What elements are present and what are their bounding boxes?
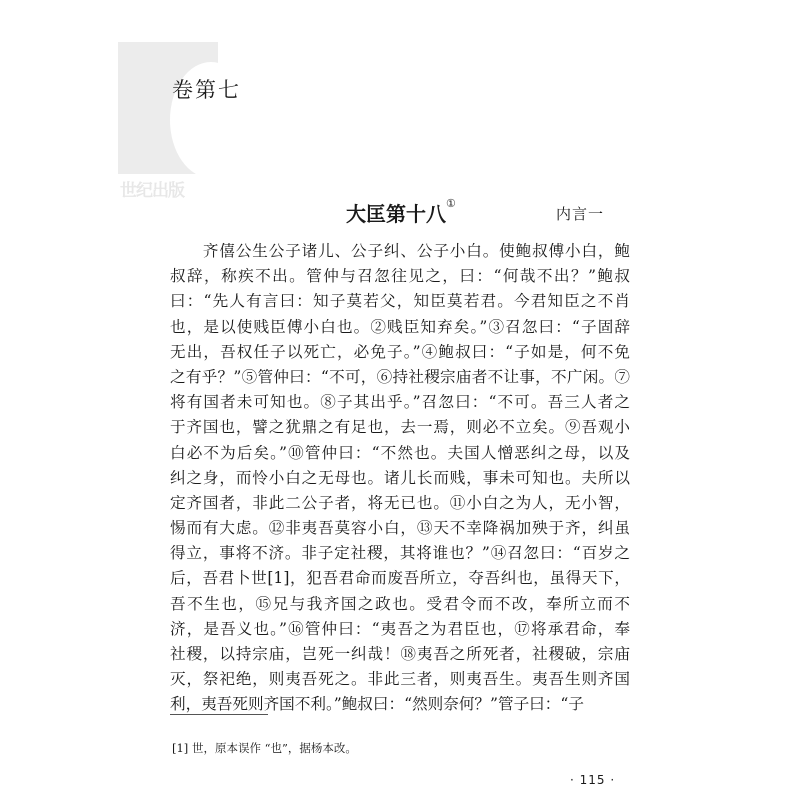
body-text <box>170 239 630 718</box>
text-line: 惕而有大虑。⑫非夷吾莫容小白，⑬天不幸降祸加殃于齐，纠虽 <box>170 519 630 538</box>
chapter-title-text: 大匡第十八 <box>346 202 446 226</box>
section-label: 内言一 <box>556 205 605 223</box>
text-line: 齐僖公生公子诸儿、公子纠、公子小白。使鲍叔傅小白，鲍 <box>170 242 630 260</box>
text-line: 之有乎？”⑤管仲曰：“不可，⑥持社稷宗庙者不让事，不广闲。⑦ <box>170 367 630 386</box>
text-line: 定齐国者，非此二公子者，将无已也。⑪小白之为人，无小智， <box>170 493 630 512</box>
footnote: [1] 世，原本误作 “也”，据杨本改。 <box>172 741 357 755</box>
text-line: 济，是吾义也。”⑯管仲曰：“夷吾之为君臣也，⑰将承君命，奉 <box>170 619 630 638</box>
text-line: 也，是以使贱臣傅小白也。②贱臣知弃矣。”③召忽曰：“子固辞 <box>170 317 630 336</box>
text-line: 纠之身，而怜小白之无母也。诸儿长而贱，事未可知也。夫所以 <box>170 468 630 487</box>
text-line: 白必不为后矣。”⑩管仲曰：“不然也。夫国人憎恶纠之母，以及 <box>170 443 630 462</box>
page-number: · 115 · <box>570 773 616 787</box>
publisher-watermark <box>118 42 223 201</box>
text-line: 叔辞，称疾不出。管仲与召忽往见之，曰：“何哉不出？”鲍叔 <box>170 267 630 286</box>
text-line: 曰：“先人有言曰：知子莫若父，知臣莫若君。今君知臣之不肖 <box>170 292 630 311</box>
volume-title: 卷第七 <box>172 78 241 102</box>
text-line: 于齐国也，譬之犹鼎之有足也，去一焉，则必不立矣。⑨吾观小 <box>170 418 630 437</box>
text-line: 利，夷吾死则齐国不利。”鲍叔曰：“然则奈何？”管子曰：“子 <box>170 695 584 714</box>
footnote-rule <box>170 714 268 715</box>
text-line: 吾不生也，⑮兄与我齐国之政也。受君令而不改，奉所立而不 <box>170 594 630 613</box>
text-line: 灭，祭祀绝，则夷吾死之。非此三者，则夷吾生。夷吾生则齐国 <box>170 670 630 689</box>
watermark-text: 世纪出版 <box>120 181 184 201</box>
text-line: 无出，吾权任子以死亡，必免子。”④鲍叔曰：“子如是，何不免 <box>170 342 630 361</box>
text-line: 得立，事将不济。非子定社稷，其将谁也？”⑭召忽曰：“百岁之 <box>170 544 630 563</box>
chapter-title <box>346 198 456 227</box>
chapter-note-mark: ① <box>446 197 456 210</box>
text-line: 后，吾君卜世[1]，犯吾君命而废吾所立，夺吾纠也，虽得天下， <box>170 569 630 588</box>
text-line: 将有国者未可知也。⑧子其出乎。”召忽曰：“不可。吾三人者之 <box>170 393 630 412</box>
text-line: 社稷，以持宗庙，岂死一纠哉！⑱夷吾之所死者，社稷破，宗庙 <box>170 645 630 663</box>
